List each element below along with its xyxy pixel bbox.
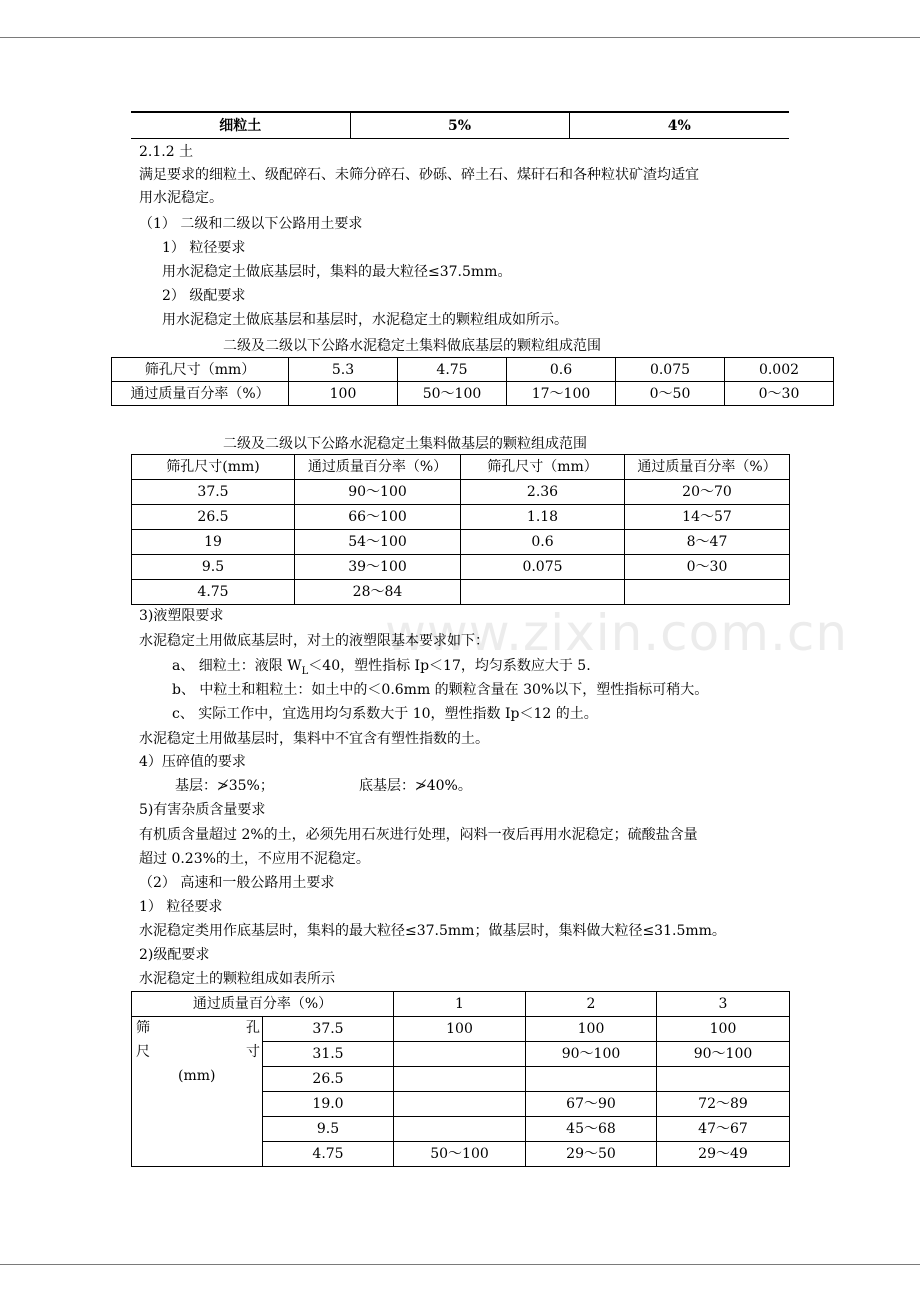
table-cell: 5.3: [289, 358, 398, 382]
table-cell: 0.6: [507, 358, 616, 382]
table-cell: 90～100: [295, 480, 461, 505]
column-header: 3: [657, 992, 790, 1017]
table-cell: 通过质量百分率（%）: [112, 382, 289, 406]
table-cell: 4.75: [398, 358, 507, 382]
table-cell: 20～70: [625, 480, 790, 505]
table-cell: 19.0: [263, 1092, 394, 1117]
paragraph-line: 用水泥稳定。: [139, 190, 223, 206]
table-cell: 26.5: [263, 1067, 394, 1092]
row-label-char: 寸: [246, 1044, 260, 1060]
item-heading: 2)级配要求: [139, 947, 210, 963]
table-row: [132, 505, 790, 530]
subscript: L: [301, 665, 309, 677]
paragraph-line: 超过 0.23%的土，不应用不泥稳定。: [139, 851, 370, 867]
paragraph-line: 用水泥稳定土做底基层时，集料的最大粒径≤37.5mm。: [162, 264, 512, 280]
top-table: [131, 111, 789, 139]
table-cell: 37.5: [132, 480, 295, 505]
table-cell: 100: [526, 1017, 657, 1042]
paragraph-line: 水泥稳定土用做基层时，集料中不宜含有塑性指数的土。: [139, 731, 489, 747]
table-row: [132, 480, 790, 505]
row-group-label: [132, 1017, 263, 1167]
table-row: [112, 382, 834, 406]
table-row: [132, 555, 790, 580]
table-cell: 17～100: [507, 382, 616, 406]
watermark: www.zixin.com.cn: [385, 604, 849, 662]
list-item-text: a、 细粒土：液限 W: [172, 658, 302, 674]
table-cell: 37.5: [263, 1017, 394, 1042]
column-header: 筛孔尺寸（mm）: [461, 455, 625, 480]
list-item: b、 中粒土和粗粒土：如土中的＜0.6mm 的颗粒含量在 30%以下，塑性指标可稍大。: [172, 682, 709, 698]
column-header: 1: [394, 992, 526, 1017]
subsection-heading: （1） 二级和二级以下公路用土要求: [139, 216, 363, 232]
table-cell: 45～68: [526, 1117, 657, 1142]
table-cell: [625, 580, 790, 605]
paragraph-line: 水泥稳定土用做底基层时，对土的液塑限基本要求如下：: [139, 633, 489, 649]
item-heading: 1） 粒径要求: [139, 899, 223, 915]
row-label-char: 尺: [136, 1044, 150, 1060]
section-heading: 2.1.2 土: [139, 144, 194, 160]
list-item: c、 实际工作中，宜选用均匀系数大于 10，塑性指数 Ip＜12 的土。: [172, 706, 598, 722]
table-cell: 0.6: [461, 530, 625, 555]
table-cell: [394, 1042, 526, 1067]
table-cell: [461, 580, 625, 605]
row-label-unit: (mm): [178, 1068, 216, 1084]
table-cell: 0.075: [461, 555, 625, 580]
table-caption: 二级及二级以下公路水泥稳定土集料做基层的颗粒组成范围: [223, 436, 587, 452]
column-header: 筛孔尺寸(mm): [132, 455, 295, 480]
grading-table-subbase: [111, 357, 834, 406]
table-header-row: [132, 455, 790, 480]
table-cell: 筛孔尺寸（mm）: [112, 358, 289, 382]
table-cell: 50～100: [394, 1142, 526, 1167]
table-cell: [526, 1067, 657, 1092]
table-cell: 66～100: [295, 505, 461, 530]
table-cell: 8～47: [625, 530, 790, 555]
table-cell: 26.5: [132, 505, 295, 530]
table-cell: 2.36: [461, 480, 625, 505]
list-item: [172, 656, 591, 682]
table-cell: 100: [657, 1017, 790, 1042]
table-cell: 72～89: [657, 1092, 790, 1117]
table-cell: 0.002: [725, 358, 834, 382]
column-header: 通过质量百分率（%）: [295, 455, 461, 480]
table-cell: 90～100: [657, 1042, 790, 1067]
page-top-rule: [0, 37, 920, 38]
table-cell: [657, 1067, 790, 1092]
subsection-heading: （2） 高速和一般公路用土要求: [139, 875, 335, 891]
table-cell: 100: [394, 1017, 526, 1042]
table-cell: [394, 1067, 526, 1092]
item-heading: 4）压碎值的要求: [139, 754, 246, 770]
grading-table-base: [131, 454, 790, 605]
table-cell: 47～67: [657, 1117, 790, 1142]
table-row: [132, 1017, 790, 1042]
table-cell: 50～100: [398, 382, 507, 406]
table-row: [132, 580, 790, 605]
grading-table-highway: [131, 991, 790, 1167]
row-label-char: 筛: [136, 1020, 150, 1036]
table-cell: 31.5: [263, 1042, 394, 1067]
table-cell: [394, 1117, 526, 1142]
table-row: [112, 358, 834, 382]
table-cell: 14～57: [625, 505, 790, 530]
table-caption: 二级及二级以下公路水泥稳定土集料做底基层的颗粒组成范围: [223, 338, 601, 354]
table-cell: 0.075: [616, 358, 725, 382]
table-cell: 29～49: [657, 1142, 790, 1167]
table-cell: 1.18: [461, 505, 625, 530]
paragraph-line: 有机质含量超过 2%的土，必须先用石灰进行处理，闷料一夜后再用水泥稳定；硫酸盐含量: [139, 827, 698, 843]
crush-subbase-value: 底基层：≯40%。: [359, 778, 472, 794]
table-cell: 54～100: [295, 530, 461, 555]
table-cell: 9.5: [132, 555, 295, 580]
table-header-row: [132, 992, 790, 1017]
table-cell: 细粒土: [219, 117, 262, 134]
table-cell: 100: [289, 382, 398, 406]
item-heading: 5)有害杂质含量要求: [139, 802, 266, 818]
item-heading: 3)液塑限要求: [139, 608, 224, 624]
table-cell: 28～84: [295, 580, 461, 605]
paragraph-line: 水泥稳定类用作底基层时，集料的最大粒径≤37.5mm；做基层时，集料做大粒径≤31.5mm。: [139, 923, 726, 939]
table-cell: 0～30: [725, 382, 834, 406]
table-row: [131, 112, 789, 139]
paragraph-line: 水泥稳定土的颗粒组成如表所示: [139, 971, 335, 987]
column-header: 通过质量百分率（%）: [625, 455, 790, 480]
table-cell: [394, 1092, 526, 1117]
table-cell: 29～50: [526, 1142, 657, 1167]
table-cell: 19: [132, 530, 295, 555]
table-cell: 0～30: [625, 555, 790, 580]
table-cell: 5%: [350, 112, 569, 139]
page-bottom-rule: [0, 1264, 920, 1265]
table-cell: 4.75: [263, 1142, 394, 1167]
row-label-char: 孔: [246, 1020, 260, 1036]
column-header: 2: [526, 992, 657, 1017]
column-header: 通过质量百分率（%）: [132, 992, 394, 1017]
item-heading: 2） 级配要求: [162, 288, 246, 304]
table-cell: 67～90: [526, 1092, 657, 1117]
table-cell: 39～100: [295, 555, 461, 580]
table-cell: 0～50: [616, 382, 725, 406]
table-cell: 4%: [569, 112, 789, 139]
paragraph-line: 用水泥稳定土做底基层和基层时，水泥稳定土的颗粒组成如所示。: [162, 312, 568, 328]
table-row: [132, 530, 790, 555]
list-item-text: ＜40，塑性指标 Ip＜17，均匀系数应大于 5.: [308, 658, 591, 674]
table-cell: 90～100: [526, 1042, 657, 1067]
item-heading: 1） 粒径要求: [162, 240, 246, 256]
crush-base-value: 基层：≯35%；: [175, 778, 274, 794]
table-cell: 9.5: [263, 1117, 394, 1142]
paragraph-line: 满足要求的细粒土、级配碎石、未筛分碎石、砂砾、碎土石、煤矸石和各种粒状矿渣均适宜: [139, 167, 699, 183]
table-cell: 4.75: [132, 580, 295, 605]
